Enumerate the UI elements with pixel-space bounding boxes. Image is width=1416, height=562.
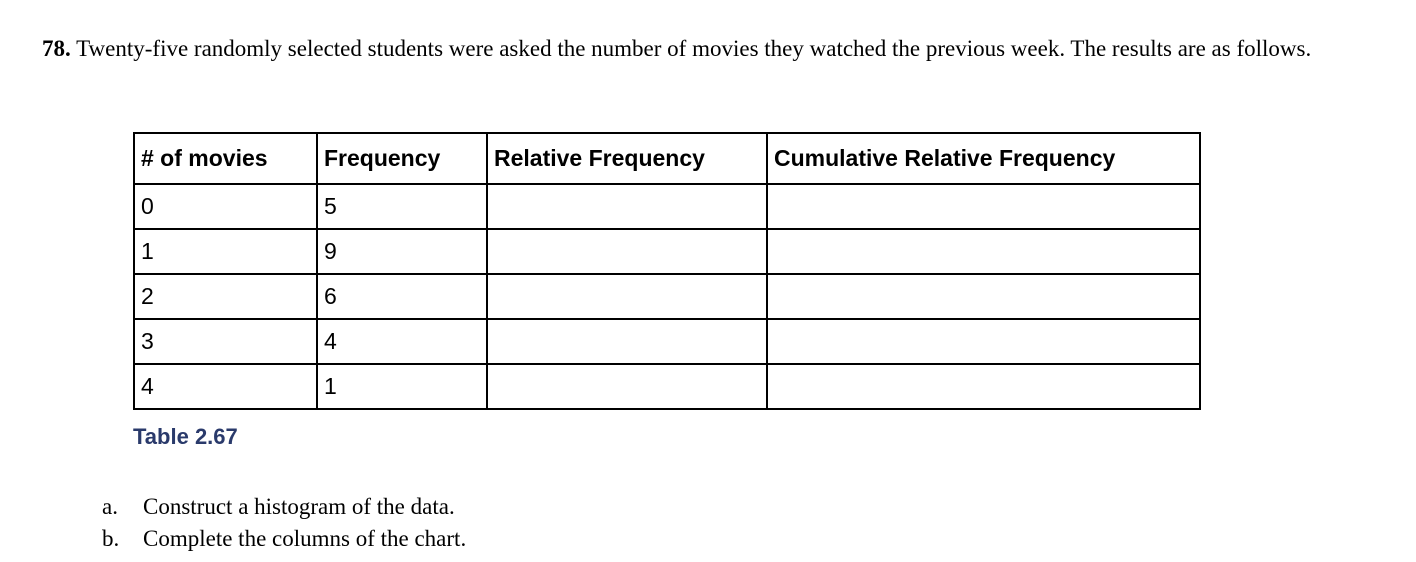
cell-relative-frequency [487, 274, 767, 319]
header-frequency: Frequency [317, 133, 487, 184]
table-row [134, 364, 1200, 409]
problem-text: Twenty-five randomly selected students were asked the number of movies they watched the previous week. The results are as follows. [76, 36, 1312, 61]
cell-num-movies: 4 [134, 364, 317, 409]
table-row [134, 274, 1200, 319]
table-row [134, 184, 1200, 229]
problem-statement [42, 33, 1372, 64]
table-row [134, 319, 1200, 364]
cell-num-movies: 1 [134, 229, 317, 274]
frequency-table [133, 132, 1201, 410]
cell-frequency: 6 [317, 274, 487, 319]
cell-relative-frequency [487, 319, 767, 364]
cell-relative-frequency [487, 184, 767, 229]
cell-frequency: 1 [317, 364, 487, 409]
cell-cumulative-relative-frequency [767, 319, 1200, 364]
cell-num-movies: 3 [134, 319, 317, 364]
cell-frequency: 5 [317, 184, 487, 229]
cell-cumulative-relative-frequency [767, 229, 1200, 274]
task-text: Complete the columns of the chart. [143, 526, 467, 551]
cell-relative-frequency [487, 364, 767, 409]
table-header-row [134, 133, 1200, 184]
table-caption: Table 2.67 [133, 424, 238, 449]
list-item [102, 523, 466, 555]
cell-num-movies: 0 [134, 184, 317, 229]
header-num-movies: # of movies [134, 133, 317, 184]
list-marker: a. [102, 494, 118, 519]
cell-frequency: 9 [317, 229, 487, 274]
cell-relative-frequency [487, 229, 767, 274]
header-cumulative-relative-frequency: Cumulative Relative Frequency [767, 133, 1200, 184]
task-list [102, 491, 466, 555]
task-text: Construct a histogram of the data. [143, 494, 455, 519]
list-item [102, 491, 466, 523]
cell-cumulative-relative-frequency [767, 274, 1200, 319]
cell-cumulative-relative-frequency [767, 364, 1200, 409]
table-row [134, 229, 1200, 274]
problem-number: 78. [42, 36, 71, 61]
cell-frequency: 4 [317, 319, 487, 364]
list-marker: b. [102, 526, 120, 551]
cell-cumulative-relative-frequency [767, 184, 1200, 229]
cell-num-movies: 2 [134, 274, 317, 319]
header-relative-frequency: Relative Frequency [487, 133, 767, 184]
